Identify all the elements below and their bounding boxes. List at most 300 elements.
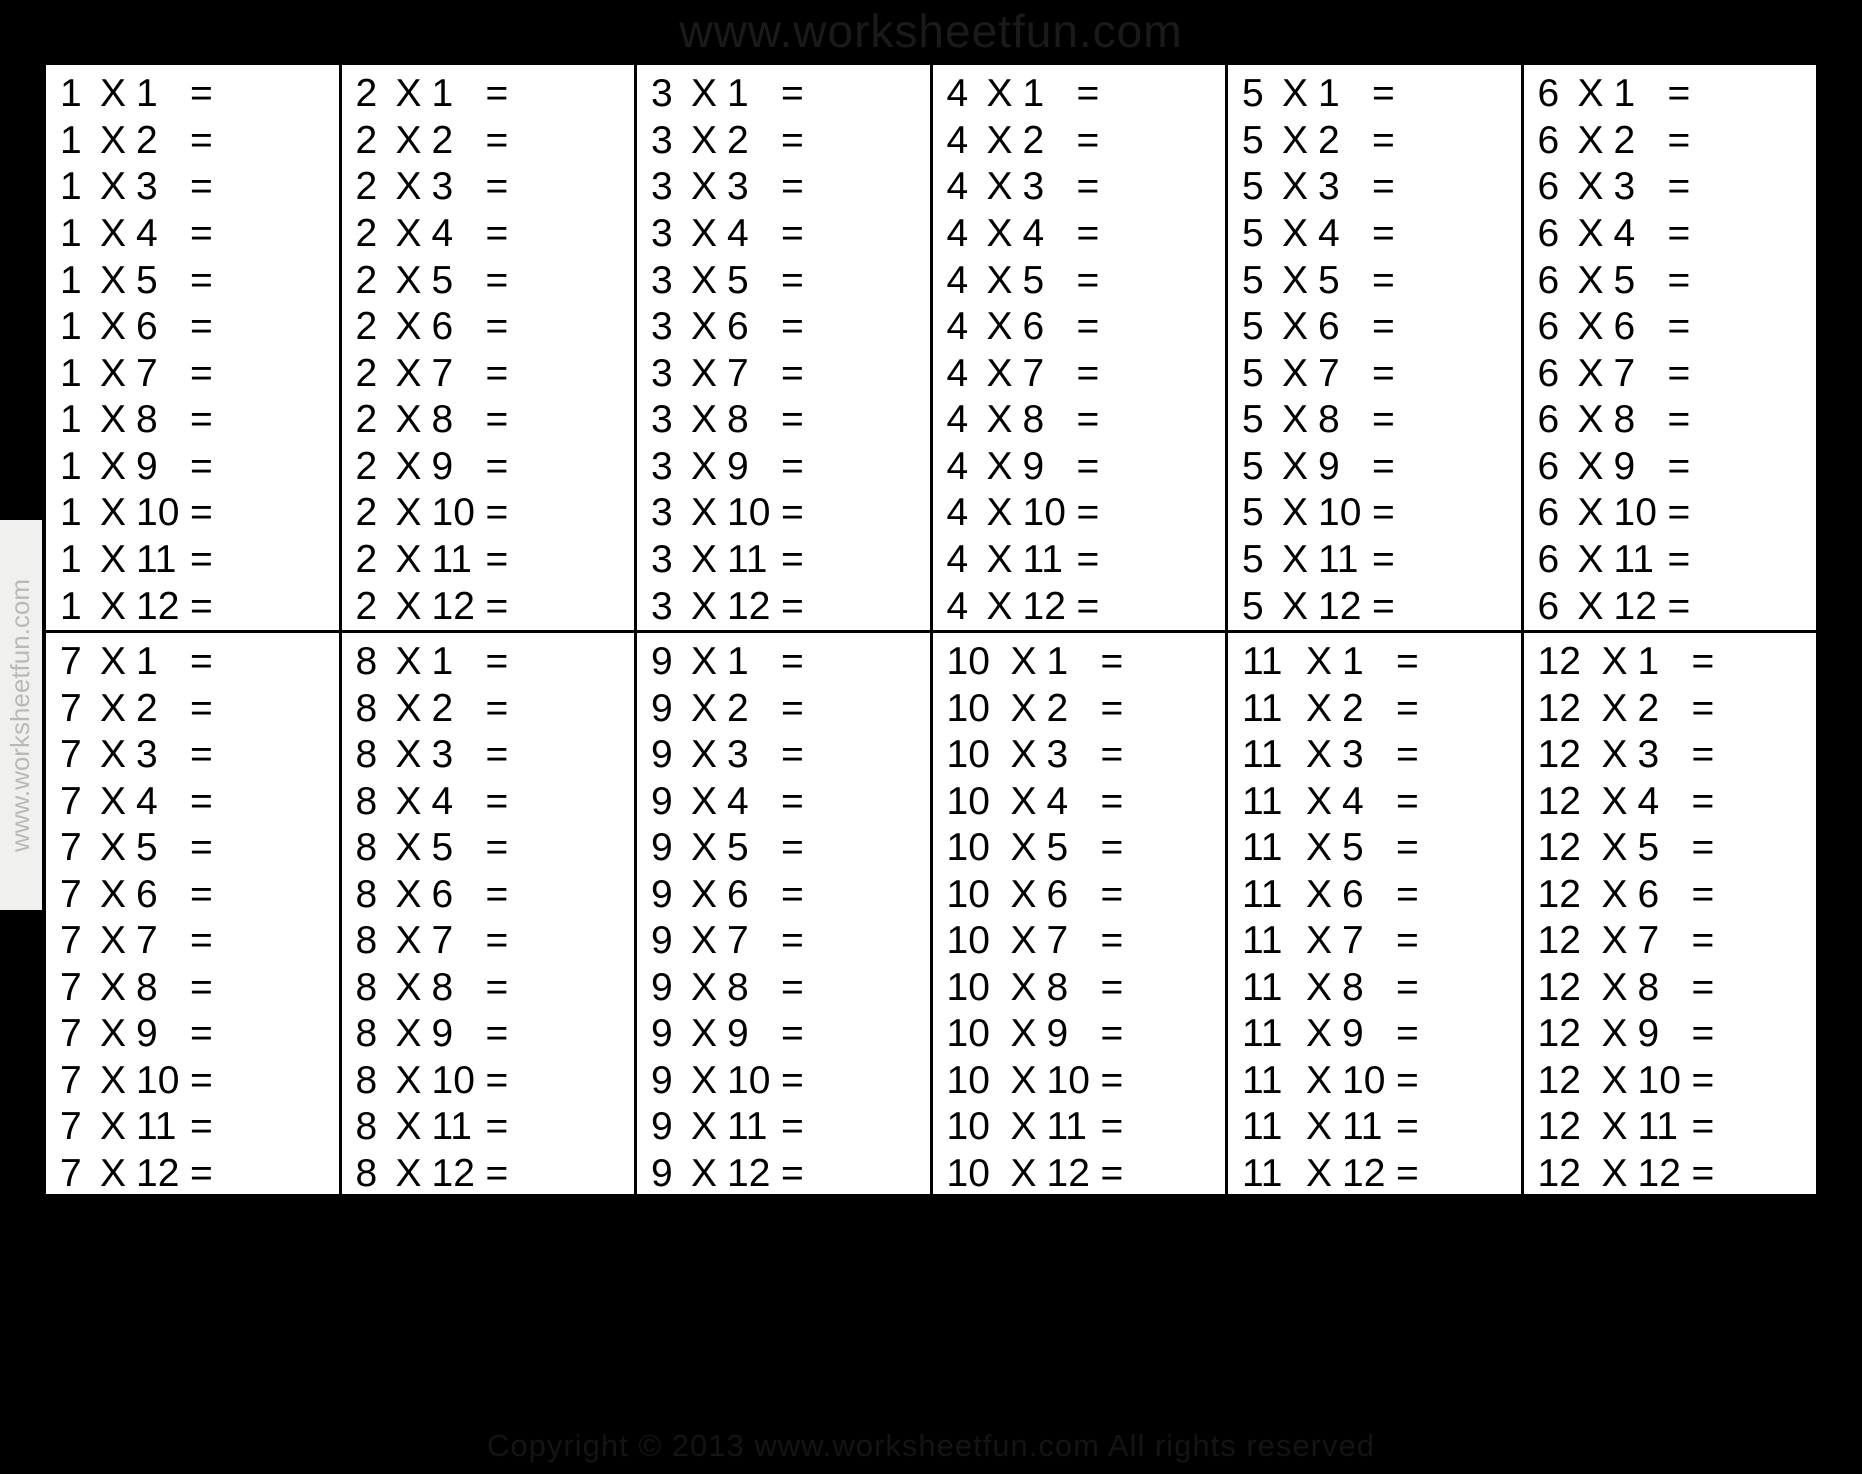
equation-row [46,397,339,444]
equals-symbol: = [1691,733,1715,777]
equation-row [637,71,930,118]
multiplicand: 2 [355,398,378,442]
multiplicand: 5 [1242,538,1264,582]
multiply-symbol: X [691,1151,718,1195]
equals-symbol: = [781,779,804,823]
multiply-symbol: X [395,1105,422,1149]
multiplicand: 3 [651,305,673,349]
equals-symbol: = [1691,686,1715,730]
multiplier: 11 [1342,1105,1383,1149]
equals-symbol: = [485,640,509,684]
multiplicand: 9 [651,640,673,684]
multiplicand: 5 [1242,165,1264,209]
multiplier: 4 [727,779,749,823]
multiplier: 7 [1046,919,1069,963]
multiplier: 5 [1613,258,1636,302]
equals-symbol: = [781,165,804,209]
times-table-column-1 [46,65,342,630]
multiply-symbol: X [1306,1151,1333,1195]
equals-symbol: = [1372,584,1395,628]
multiply-symbol: X [986,491,1013,535]
multiplicand: 11 [1242,686,1283,730]
equation-row [637,1058,930,1105]
equation-row [46,918,339,965]
equation-row [1228,490,1521,537]
equation-row [933,779,1226,826]
equation-row [342,732,635,779]
multiply-symbol: X [691,1105,718,1149]
equation-row [1228,350,1521,397]
multiplier: 1 [1637,640,1660,684]
multiply-symbol: X [100,258,127,302]
multiplier: 12 [136,584,180,628]
multiplier: 8 [1022,398,1045,442]
multiply-symbol: X [691,872,718,916]
multiplicand: 8 [355,779,378,823]
equals-symbol: = [1100,965,1124,1009]
equation-row [637,211,930,258]
equation-row [1524,350,1817,397]
multiply-symbol: X [691,826,718,870]
multiply-symbol: X [1577,305,1604,349]
multiply-symbol: X [1601,1105,1628,1149]
equals-symbol: = [190,779,213,823]
multiplicand: 11 [1242,872,1283,916]
equation-row [933,825,1226,872]
multiply-symbol: X [986,118,1013,162]
multiplicand: 12 [1537,1058,1581,1102]
multiply-symbol: X [986,165,1013,209]
multiplier: 2 [1637,686,1660,730]
multiply-symbol: X [1306,919,1333,963]
multiplicand: 1 [60,444,82,488]
equation-row [342,1058,635,1105]
multiplicand: 3 [651,444,673,488]
multiplicand: 1 [60,72,82,116]
equals-symbol: = [1076,72,1100,116]
equals-symbol: = [485,305,509,349]
multiplier: 7 [1613,351,1636,395]
equals-symbol: = [1691,1012,1715,1056]
multiplier: 10 [1342,1058,1386,1102]
equation-row [1524,71,1817,118]
multiply-symbol: X [395,872,422,916]
equals-symbol: = [1372,444,1395,488]
multiplier: 3 [431,165,454,209]
equation-row [1228,537,1521,584]
equation-row [46,257,339,304]
multiply-symbol: X [1306,1012,1333,1056]
multiply-symbol: X [395,118,422,162]
equation-row [1524,918,1817,965]
multiply-symbol: X [986,212,1013,256]
equals-symbol: = [1372,258,1395,302]
equation-row [1524,1151,1817,1198]
multiply-symbol: X [1282,444,1309,488]
multiplier: 6 [727,872,749,916]
multiply-symbol: X [100,872,127,916]
equals-symbol: = [1396,965,1419,1009]
equals-symbol: = [1100,1012,1124,1056]
equation-row [1228,686,1521,733]
multiplicand: 11 [1242,1058,1283,1102]
multiply-symbol: X [1601,919,1628,963]
multiplier: 6 [1637,872,1660,916]
multiplicand: 10 [946,640,990,684]
multiplier: 11 [727,1105,768,1149]
multiply-symbol: X [1601,872,1628,916]
multiplicand: 5 [1242,118,1264,162]
multiplier: 9 [431,444,454,488]
equation-row [933,444,1226,491]
equation-row [1524,211,1817,258]
multiplicand: 6 [1537,491,1560,535]
multiply-symbol: X [1306,1058,1333,1102]
equation-row [1228,211,1521,258]
multiplicand: 6 [1537,212,1560,256]
multiplier: 2 [1342,686,1364,730]
multiplicand: 7 [60,965,82,1009]
equation-row [1524,1058,1817,1105]
multiplicand: 10 [946,1105,990,1149]
equals-symbol: = [190,538,213,582]
equals-symbol: = [485,212,509,256]
multiplier: 5 [136,258,158,302]
multiply-symbol: X [1601,965,1628,1009]
equals-symbol: = [1691,919,1715,963]
equation-row [342,490,635,537]
multiply-symbol: X [100,491,127,535]
multiplier: 1 [727,72,749,116]
multiplicand: 4 [946,165,969,209]
multiply-symbol: X [1306,826,1333,870]
multiply-symbol: X [986,351,1013,395]
equals-symbol: = [781,584,804,628]
multiply-symbol: X [1282,118,1309,162]
multiplier: 6 [136,872,158,916]
multiplicand: 7 [60,779,82,823]
equals-symbol: = [1100,686,1124,730]
multiplier: 9 [1046,1012,1069,1056]
multiplier: 4 [1637,779,1660,823]
equals-symbol: = [1691,1151,1715,1195]
multiplier: 3 [136,165,158,209]
multiplicand: 6 [1537,72,1560,116]
equals-symbol: = [485,965,509,1009]
equals-symbol: = [1396,826,1419,870]
multiplicand: 8 [355,733,378,777]
multiplicand: 8 [355,1105,378,1149]
multiplicand: 6 [1537,584,1560,628]
multiply-symbol: X [1010,1012,1037,1056]
multiply-symbol: X [100,919,127,963]
equation-row [1228,1011,1521,1058]
equals-symbol: = [781,258,804,302]
equals-symbol: = [485,733,509,777]
multiplier: 7 [431,351,454,395]
table-block-bottom [46,630,1816,1197]
multiply-symbol: X [395,491,422,535]
equation-row [933,164,1226,211]
equation-row [342,397,635,444]
equation-row [637,164,930,211]
multiplier: 8 [727,965,749,1009]
equals-symbol: = [781,1151,804,1195]
multiply-symbol: X [1601,826,1628,870]
multiplier: 3 [1637,733,1660,777]
multiplicand: 7 [60,640,82,684]
multiplicand: 11 [1242,919,1283,963]
equals-symbol: = [1372,212,1395,256]
multiply-symbol: X [395,212,422,256]
equals-symbol: = [1691,779,1715,823]
equals-symbol: = [190,165,213,209]
equals-symbol: = [485,491,509,535]
multiply-symbol: X [395,1058,422,1102]
equation-row [1524,490,1817,537]
multiplicand: 11 [1242,826,1283,870]
multiplier: 7 [1022,351,1045,395]
multiplicand: 4 [946,538,969,582]
multiplicand: 1 [60,118,82,162]
equation-row [1228,583,1521,630]
multiply-symbol: X [1577,258,1604,302]
multiplier: 1 [1613,72,1636,116]
worksheet-sheet [43,62,1819,1197]
multiplicand: 10 [946,872,990,916]
equals-symbol: = [190,212,213,256]
equation-row [933,918,1226,965]
equals-symbol: = [1100,1151,1124,1195]
multiplier: 2 [727,686,749,730]
equals-symbol: = [1667,305,1691,349]
equation-row [46,164,339,211]
equals-symbol: = [190,118,213,162]
equation-row [933,965,1226,1012]
equation-row [342,918,635,965]
equals-symbol: = [190,398,213,442]
equals-symbol: = [781,538,804,582]
multiply-symbol: X [1282,491,1309,535]
multiplier: 6 [727,305,749,349]
equals-symbol: = [781,351,804,395]
multiplier: 2 [1022,118,1045,162]
multiplier: 12 [727,584,771,628]
multiply-symbol: X [100,640,127,684]
equals-symbol: = [781,872,804,916]
multiplier: 12 [136,1151,180,1195]
equals-symbol: = [1100,826,1124,870]
multiplicand: 12 [1537,872,1581,916]
multiplier: 1 [431,72,454,116]
equation-row [637,118,930,165]
equals-symbol: = [1076,398,1100,442]
multiplier: 7 [431,919,454,963]
equation-row [342,71,635,118]
equation-row [933,639,1226,686]
multiplicand: 5 [1242,258,1264,302]
multiplier: 3 [727,733,749,777]
multiplicand: 1 [60,351,82,395]
equation-row [46,350,339,397]
multiplicand: 4 [946,351,969,395]
multiplier: 4 [136,212,158,256]
multiplier: 10 [1318,491,1362,535]
multiplicand: 1 [60,212,82,256]
multiply-symbol: X [1577,584,1604,628]
equals-symbol: = [1100,640,1124,684]
multiply-symbol: X [1577,398,1604,442]
equals-symbol: = [1076,584,1100,628]
multiplier: 6 [1046,872,1069,916]
multiplicand: 1 [60,258,82,302]
equals-symbol: = [190,686,213,730]
multiplier: 7 [136,351,158,395]
multiply-symbol: X [395,919,422,963]
equation-row [1524,1011,1817,1058]
multiplier: 7 [727,919,749,963]
equation-row [1228,1058,1521,1105]
equation-row [342,350,635,397]
multiplicand: 1 [60,165,82,209]
multiplier: 10 [1046,1058,1090,1102]
equation-row [46,583,339,630]
equals-symbol: = [1372,72,1395,116]
multiplicand: 11 [1242,965,1283,1009]
equation-row [1228,872,1521,919]
equation-row [1524,779,1817,826]
equals-symbol: = [1076,165,1100,209]
side-watermark [0,520,42,910]
multiplicand: 2 [355,491,378,535]
multiply-symbol: X [1282,212,1309,256]
equation-row [46,1058,339,1105]
multiplier: 12 [431,1151,475,1195]
equation-row [342,211,635,258]
multiplicand: 2 [355,584,378,628]
equation-row [933,211,1226,258]
multiply-symbol: X [100,538,127,582]
multiplicand: 10 [946,733,990,777]
multiplicand: 12 [1537,1151,1581,1195]
times-table-column-5 [1228,65,1524,630]
multiply-symbol: X [691,538,718,582]
multiply-symbol: X [395,1012,422,1056]
equation-row [1524,118,1817,165]
equals-symbol: = [1372,118,1395,162]
equation-row [1228,304,1521,351]
multiplicand: 9 [651,826,673,870]
equation-row [933,350,1226,397]
equals-symbol: = [1372,538,1395,582]
multiply-symbol: X [1601,686,1628,730]
multiply-symbol: X [100,165,127,209]
equals-symbol: = [190,640,213,684]
equals-symbol: = [190,491,213,535]
equals-symbol: = [485,351,509,395]
multiplier: 9 [136,1012,158,1056]
multiply-symbol: X [395,640,422,684]
equals-symbol: = [1100,1105,1124,1149]
equation-row [46,1011,339,1058]
multiply-symbol: X [395,965,422,1009]
multiplier: 7 [1342,919,1364,963]
equation-row [637,1151,930,1198]
multiplier: 8 [1637,965,1660,1009]
times-table-column-4 [933,65,1229,630]
multiplicand: 5 [1242,305,1264,349]
equals-symbol: = [485,872,509,916]
multiply-symbol: X [395,826,422,870]
equals-symbol: = [190,1012,213,1056]
equals-symbol: = [1372,491,1395,535]
multiply-symbol: X [691,733,718,777]
equals-symbol: = [485,118,509,162]
multiply-symbol: X [395,779,422,823]
equals-symbol: = [1076,351,1100,395]
equation-row [46,779,339,826]
multiplier: 5 [431,826,454,870]
equation-row [46,444,339,491]
multiplier: 9 [1637,1012,1660,1056]
equation-row [1524,1104,1817,1151]
equals-symbol: = [485,444,509,488]
multiply-symbol: X [100,305,127,349]
multiplicand: 8 [355,1058,378,1102]
equals-symbol: = [1076,305,1100,349]
equals-symbol: = [1396,872,1419,916]
multiply-symbol: X [691,351,718,395]
multiplier: 4 [1046,779,1069,823]
multiplicand: 7 [60,1012,82,1056]
multiplier: 4 [136,779,158,823]
equation-row [637,350,930,397]
equation-row [1524,164,1817,211]
multiplier: 11 [136,1105,177,1149]
equals-symbol: = [485,538,509,582]
equation-row [342,164,635,211]
multiply-symbol: X [1282,258,1309,302]
equation-row [933,1058,1226,1105]
multiplier: 9 [1022,444,1045,488]
multiply-symbol: X [1601,1058,1628,1102]
equals-symbol: = [1100,733,1124,777]
multiplicand: 7 [60,919,82,963]
equation-row [933,257,1226,304]
equation-row [933,732,1226,779]
multiplier: 2 [136,118,158,162]
equation-row [46,639,339,686]
multiplicand: 7 [60,733,82,777]
multiplier: 5 [136,826,158,870]
equation-row [1228,164,1521,211]
equals-symbol: = [781,444,804,488]
equation-row [1228,397,1521,444]
equation-row [637,825,930,872]
equation-row [1228,1151,1521,1198]
multiply-symbol: X [1010,872,1037,916]
multiply-symbol: X [691,779,718,823]
multiplier: 9 [1342,1012,1364,1056]
multiply-symbol: X [100,398,127,442]
multiply-symbol: X [1306,872,1333,916]
multiplicand: 6 [1537,305,1560,349]
multiplier: 8 [1342,965,1364,1009]
multiplier: 11 [1022,538,1064,582]
multiplier: 2 [1046,686,1069,730]
equation-row [1524,583,1817,630]
multiply-symbol: X [691,212,718,256]
